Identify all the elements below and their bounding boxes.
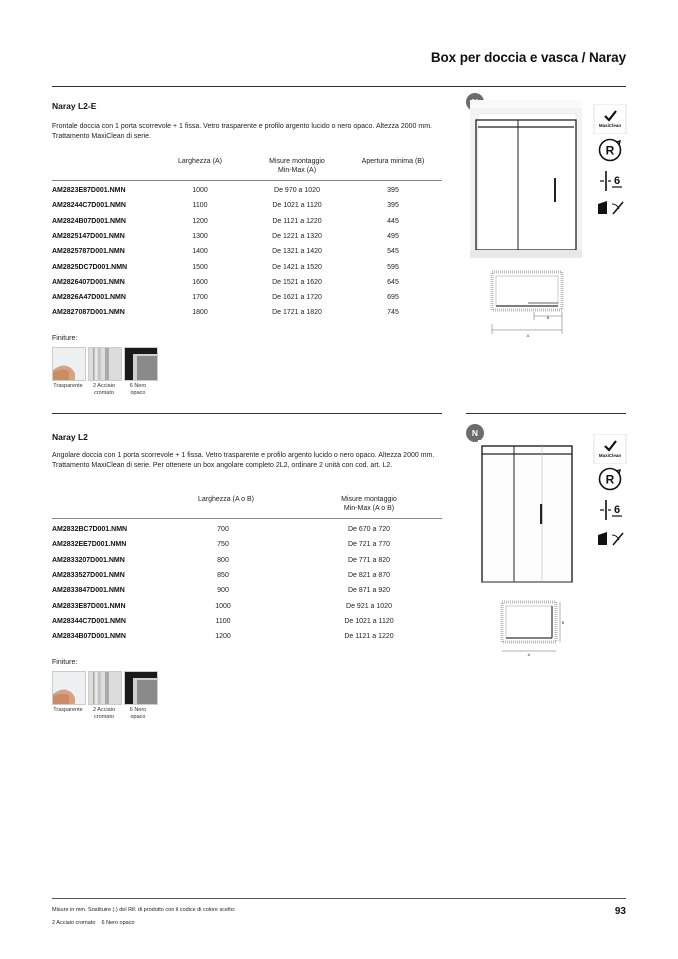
table-row: AM2834B07D001.NMN 1200 De 1121 a 1220 [52,633,394,641]
dim-a-label: A [526,333,530,338]
swatch-black[interactable] [124,671,158,705]
section2-divider [52,413,442,414]
section1-title: Naray L2-E [52,101,97,111]
table-row: AM2833847D001.NMN 900 De 871 a 920 [52,587,391,595]
section1-description: Frontale doccia con 1 porta scorrevole + 1 fissa. Vetro trasparente e profilo argento lucido o nero opaco. Altezza 2000 mm. Trattamento MaxiClean di serie. [52,123,432,140]
swatch-chrome[interactable] [88,347,122,381]
section1-finiture-label: Finiture: [52,335,78,342]
swatch-label-transparent: Trasparente [53,707,83,713]
section2-col-width: Larghezza (A o B) [197,496,255,503]
table-row: AM2823E87D001.NMN 1000 De 970 a 1020 395 [52,187,399,194]
table-row: AM2824B07D001.NMN 1200 De 1121 a 1220 445 [52,217,399,225]
glass-thickness-label: 6 [613,504,621,516]
footer-divider [52,898,626,899]
product-image-l2 [478,440,576,588]
glass-thickness-icon [599,499,623,521]
swatch-label-black: 6 Nero opaco [129,383,147,396]
swatch-black[interactable] [124,347,158,381]
table-row: AM2825787D001.NMN 1400 De 1321 a 1420 545 [52,248,399,256]
table-row: AM2827087D001.NMN 1800 De 1721 a 1820 745 [52,309,399,317]
new-badge: N [466,424,484,442]
maxiclean-icon [593,104,627,134]
diagram-l2e [488,268,574,338]
table-row: AM2832BC7D001.NMN 700 De 670 a 720 [52,526,391,533]
section1-divider [52,86,442,87]
table-row: AM2826A47D001.NMN 1700 De 1621 a 1720 695 [52,294,399,302]
footer-note: Misure in mm. Sostituire (.) del Rif. di prodotto con il codice di colore scelto: [52,907,236,913]
table-row: AM2833E87D001.NMN 1000 De 921 a 1020 [52,602,392,610]
section2-description: Angolare doccia con 1 porta scorrevole + 1 fissa. Vetro trasparente e profilo argento lucido o nero opaco. Altezza 2000 mm. Trattamento MaxiClean di serie. Per ottenere un box angolare completo 2L2, ordinare 2 unità con cod. art. L2. [52,452,435,469]
section1-col-mount [252,157,342,175]
table-row: AM2826407D001.NMN 1600 De 1521 a 1620 645 [52,278,399,286]
section2-title: Naray L2 [52,432,88,442]
swatch-label-transparent: Trasparente [53,383,83,389]
section2-table-rule [52,518,442,519]
section1-col-opening: Apertura minima (B) [361,158,425,165]
maxiclean-icon [593,434,627,464]
section2-col-mount [324,495,414,513]
table-row: AM28244C7D001.NMN 1100 De 1021 a 1120 395 [52,202,399,210]
reversible-icon [597,466,623,492]
swatch-label-black: 6 Nero opaco [129,707,147,720]
swatch-transparent[interactable] [52,671,86,705]
table-row: AM2833207D001.NMN 800 De 771 a 820 [52,556,391,564]
section2-col-mount-line2: Min-Max (A o B) [343,505,395,512]
table-row: AM2825DC7D001.NMN 1500 De 1421 a 1520 595 [52,263,399,271]
section1-col-mount-line1: Misure montaggio [269,158,325,165]
table-row: AM28344C7D001.NMN 1100 De 1021 a 1120 [52,617,394,625]
dim-a-label: A [527,652,531,657]
glass-thickness-icon [599,170,623,192]
door-opening-icon [597,531,625,547]
swatch-label-chrome: 2 Acciaio cromato [92,383,115,396]
table-row: AM2832EE7D001.NMN 750 De 721 a 770 [52,541,391,549]
swatch-transparent[interactable] [52,347,86,381]
maxiclean-label: MaxiClean [598,453,622,458]
reversible-icon [597,137,623,163]
maxiclean-label: MaxiClean [598,123,622,128]
page-title: Box per doccia e vasca / Naray [430,50,626,65]
diagram-l2 [498,598,568,658]
reversible-label: R [605,472,615,487]
page-number: 93 [614,906,626,917]
table-row: AM2833527D001.NMN 850 De 821 a 870 [52,571,391,579]
section1-col-mount-line2: Min-Max (A) [277,167,317,174]
footer-colors: 2 Acciaio cromato 6 Nero opaco [52,920,135,926]
glass-thickness-label: 6 [613,175,621,187]
section2-finiture-label: Finiture: [52,659,78,666]
door-opening-icon [597,200,625,216]
header-divider [438,86,626,87]
dim-b-label: B [561,620,565,625]
swatch-chrome[interactable] [88,671,122,705]
swatch-label-chrome: 2 Acciaio cromato [92,707,115,720]
product-image-l2e [470,100,582,258]
dim-b-label: B [546,315,550,320]
section1-table-rule [52,180,442,181]
section1-col-width: Larghezza (A) [178,158,222,165]
reversible-label: R [605,143,615,158]
section2-col-mount-line1: Misure montaggio [341,496,397,503]
table-row: AM2825147D001.NMN 1300 De 1221 a 1320 495 [52,232,399,240]
section2-divider-right [466,413,626,414]
